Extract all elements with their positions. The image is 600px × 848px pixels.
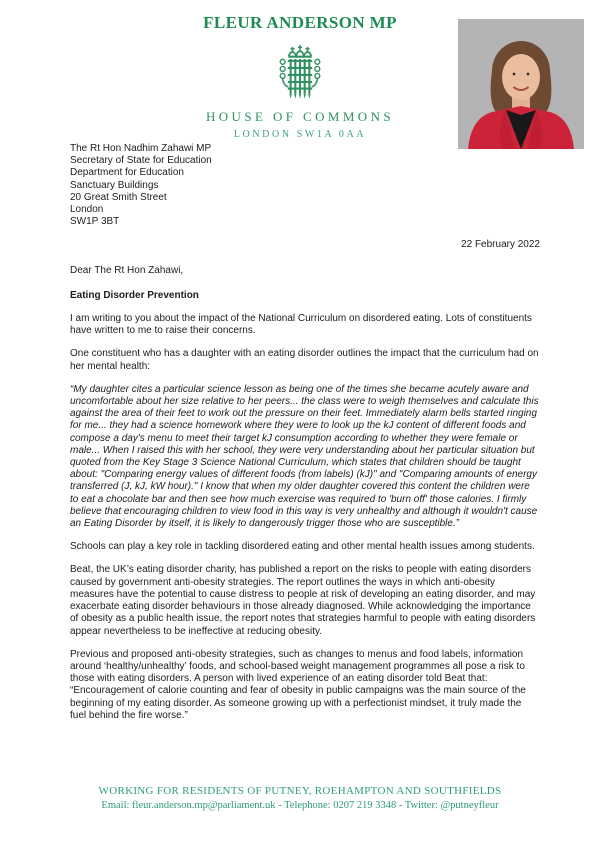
page-title: FLEUR ANDERSON MP — [203, 13, 397, 32]
mp-portrait-photo — [458, 19, 584, 149]
letter-body — [70, 143, 540, 722]
recipient-line: 20 Great Smith Street — [70, 191, 167, 203]
organisation-name: HOUSE OF COMMONS — [205, 109, 395, 124]
recipient-line: Department for Education — [70, 167, 184, 179]
paragraph-beat-report: Beat, the UK’s eating disorder charity, has published a report on the risks to people with eating disorders caused by government anti-obesity strategies. The report outlines the ways in which anti-obesity measures have the potential to cause distress to people at risk of developing an eating disorder, and may exacerbate eating disorder behaviours in those already diagnosed. While acknowledging the importance of obesity as a public health issue, the report notes that strategies harmful to people with eating disorders appear nevertheless to be ineffective at reducing obesity. — [70, 564, 536, 637]
portcullis-crest-icon — [274, 44, 326, 104]
recipient-line: London — [70, 204, 104, 216]
salutation: Dear The Rt Hon Zahawi, — [70, 264, 184, 276]
recipient-line: SW1P 3BT — [70, 216, 120, 228]
paragraph-schools: Schools can play a key role in tackling disordered eating and other mental health issues among students. — [70, 541, 535, 553]
subject-line: Eating Disorder Prevention — [70, 289, 199, 301]
letter-footer — [0, 785, 600, 811]
footer-tagline: WORKING FOR RESIDENTS OF PUTNEY, ROEHAMPTON AND SOUTHFIELDS — [98, 785, 502, 797]
paragraph-intro-2: One constituent who has a daughter with an eating disorder outlines the impact that the curriculum had on her mental health: — [70, 348, 539, 372]
paragraph-intro-1: I am writing to you about the impact of the National Curriculum on disordered eating. Lots of constituents have written to me to raise their concerns. — [70, 313, 532, 337]
recipient-line: The Rt Hon Nadhim Zahawi MP — [70, 143, 212, 154]
paragraph-strategies: Previous and proposed anti-obesity strategies, such as changes to menus and food labels, information around ‘healthy/unhealthy’ foods, and school-based weight management programmes all pose a risk to those with eating disorders. A person with lived experience of an eating disorder told Beat that: “Encouragement of calorie counting and fear of obesity in public campaigns was the main source of the beginning of my eating disorder. As someone growing up with a perfectionist mindset, it truly made the fuel behind the fire worse.” — [70, 648, 526, 721]
footer-contact-line: Email: fleur.anderson.mp@parliament.uk - Telephone: 0207 219 3348 - Twitter: @putneyfleur — [101, 800, 499, 811]
constituent-quote: “My daughter cites a particular science lesson as being one of the times she became acutely aware and uncomfortable about her size relative to her peers... the class were to weigh themselves and calculate this against the area of their feet to work out the pressure on their feet. Immediately alarm bells started ringing for me... they had a science homework where they were to look up the kJ content of different foods and compose a day's menu to meet their target kJ consumption according to whether they were female or male... When I raised this with her school, they were very understanding about her particular situation but quoted from the Key Stage 3 Science National Curriculum, which states that children should be taught about: "Comparing energy values of different foods (from labels) (kJ)" and "Comparing amounts of energy transferred (J, kJ, kW hour)." I know that when my older daughter covered this content the children were to eat a chocolate bar and then see how much exercise was required to 'burn off' those calories. I firmly believe that encouraging children to view food in this way is very unhealthy and although it wouldn't cause an Eating Disorder by itself, it is likely to dangerously trigger those who are susceptible.” — [70, 383, 539, 530]
recipient-line: Secretary of State for Education — [70, 155, 212, 167]
recipient-line: Sanctuary Buildings — [70, 179, 159, 191]
letter-date: 22 February 2022 — [461, 239, 540, 251]
recipient-address — [70, 143, 540, 228]
organisation-address: LONDON SW1A 0AA — [233, 129, 367, 140]
